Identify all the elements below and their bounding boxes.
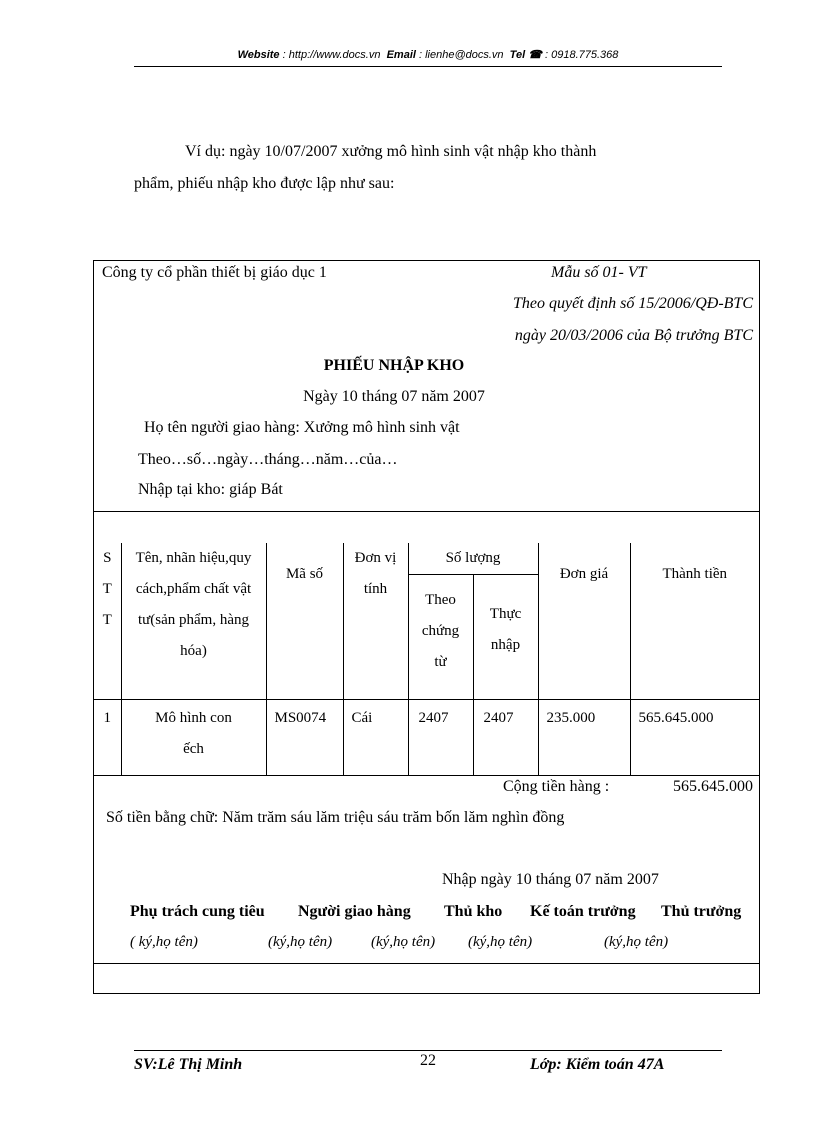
header-qty-actual: Thực nhập	[473, 575, 538, 700]
header-stt-t1: T	[102, 581, 112, 597]
header-unit: Đơn vị tính	[343, 543, 408, 700]
website-value: : http://www.docs.vn	[282, 49, 381, 61]
email-value: : lienhe@docs.vn	[419, 49, 504, 61]
cell-qty-doc: 2407	[408, 700, 473, 776]
company-name: Công ty cổ phần thiết bị giáo dục 1	[102, 264, 327, 281]
page-number: 22	[420, 1052, 436, 1069]
email-label: Email	[386, 49, 416, 61]
divider-line	[94, 511, 759, 512]
warehouse-line: Nhập tại kho: giáp Bát	[138, 481, 283, 498]
amount-in-words: Số tiền bằng chữ: Năm trăm sáu lăm triệu sáu trăm bốn lăm nghìn đồng	[106, 809, 565, 826]
role-storekeeper: Thủ kho	[444, 903, 503, 920]
header-stt	[94, 543, 121, 700]
form-date: Ngày 10 tháng 07 năm 2007	[303, 388, 485, 405]
footer-student: SV:Lê Thị Minh	[134, 1056, 243, 1073]
table-row	[94, 700, 759, 776]
header-code: Mã số	[266, 543, 343, 700]
sign-note-4: (ký,họ tên)	[468, 934, 533, 950]
sign-note-5: (ký,họ tên)	[604, 934, 669, 950]
form-title: PHIẾU NHẬP KHO	[323, 357, 465, 374]
items-table	[94, 543, 759, 776]
signature-roles	[130, 903, 741, 921]
receipt-form	[93, 260, 760, 994]
total-label: Cộng tiền hàng :	[503, 778, 610, 795]
header-name: Tên, nhãn hiệu,quy cách,phẩm chất vật tư(sản phẩm, hàng hóa)	[121, 543, 266, 700]
header-price: Đơn giá	[538, 543, 630, 700]
footer-divider	[134, 1050, 722, 1051]
header-divider	[134, 66, 722, 67]
header-stt-s: S	[103, 550, 112, 566]
cell-price: 235.000	[538, 700, 630, 776]
decision-line-2: ngày 20/03/2006 của Bộ trưởng BTC	[514, 327, 753, 344]
tel-label: Tel	[509, 49, 526, 61]
website-label: Website	[237, 49, 280, 61]
header-stt-t2: T	[102, 612, 112, 628]
deliverer-line: Họ tên người giao hàng: Xưởng mô hình sinh vật	[144, 419, 460, 436]
page-header	[134, 48, 722, 61]
cell-code: MS0074	[266, 700, 343, 776]
role-supply: Phụ trách cung tiêu	[130, 903, 265, 920]
form-number: Mẫu số 01- VT	[551, 264, 647, 281]
cell-unit: Cái	[343, 700, 408, 776]
cell-amount: 565.645.000	[630, 700, 759, 776]
sign-note-2: (ký,họ tên)	[268, 934, 333, 950]
footer-class: Lớp: Kiểm toán 47A	[530, 1056, 665, 1073]
intro-line-2: phẩm, phiếu nhập kho được lập như sau:	[134, 175, 395, 192]
reference-line: Theo…số…ngày…tháng…năm…của…	[138, 451, 398, 468]
total-value: 565.645.000	[673, 778, 753, 795]
cell-name: Mô hình con ếch	[121, 700, 266, 776]
table-header-row	[94, 543, 759, 575]
sign-note-3: (ký,họ tên)	[371, 934, 436, 950]
role-chief-accountant: Kế toán trưởng	[530, 903, 636, 920]
signature-date: Nhập ngày 10 tháng 07 năm 2007	[442, 871, 659, 888]
tel-value: : 0918.775.368	[545, 49, 619, 61]
header-qty-doc: Theo chứng từ	[408, 575, 473, 700]
role-director: Thủ trưởng	[661, 903, 742, 920]
phone-icon: ☎	[528, 49, 542, 61]
intro-paragraph	[134, 136, 734, 200]
header-amount: Thành tiền	[630, 543, 759, 700]
header-quantity: Số lượng	[408, 543, 538, 575]
decision-line-1: Theo quyết định số 15/2006/QĐ-BTC	[513, 295, 753, 312]
sign-note-1: ( ký,họ tên)	[130, 934, 198, 950]
intro-line-1: Ví dụ: ngày 10/07/2007 xưởng mô hình sinh vật nhập kho thành	[185, 143, 597, 160]
role-deliverer: Người giao hàng	[298, 903, 411, 920]
cell-qty-actual: 2407	[473, 700, 538, 776]
cell-stt: 1	[94, 700, 121, 776]
bottom-divider	[94, 963, 759, 964]
